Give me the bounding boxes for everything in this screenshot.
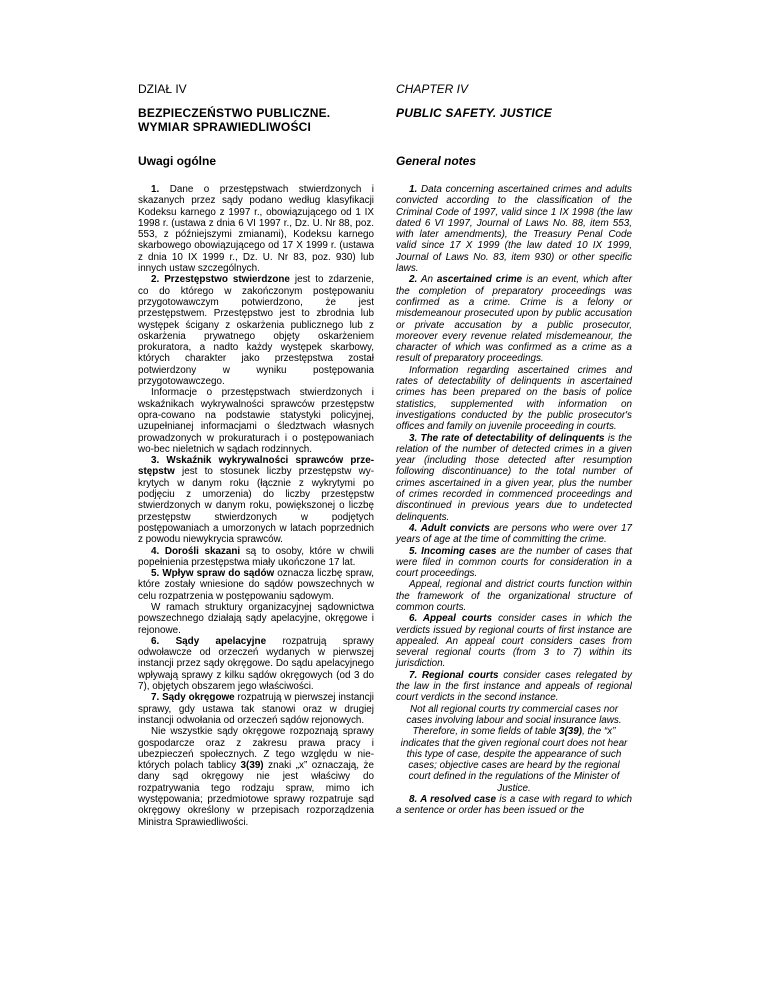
note-term: 5. Incoming cases: [409, 545, 497, 557]
note-number: 1.: [409, 184, 418, 195]
note-term: 2. Przestępstwo stwierdzone: [151, 274, 290, 286]
title-line-1: BEZPIECZEŃSTWO PUBLICZNE.: [138, 106, 331, 120]
note-8: 8. A resolved case is a case with regard to which a sentence or order has been issued or the: [396, 794, 632, 817]
note-5-continued: Appeal, regional and district courts function within the framework of the organizational structure of common courts.: [396, 579, 632, 613]
chapter-title: [138, 106, 374, 154]
note-2: 2. Przestępstwo stwierdzone jest to zdarzenie, co do którego w zakończonym postępowaniu przygotowawczym potwierdzono, że jest przestępstwem. Przestępstwo jest to zbrodnia lub występek ścigany z oskarżenia publicznego lub z oskarżenia prywatnego objęty oskarżeniem prokuratora, a nadto każdy występek skarbowy, których charakter jako przestępstwa został potwierdzony w wyniku postępowania przygotowawczego.: [138, 274, 374, 388]
chapter-label: CHAPTER IV: [396, 82, 469, 96]
note-4: 4. Adult convicts are persons who were over 17 years of age at the time of committing the crime.: [396, 522, 632, 546]
note-2: 2. An ascertained crime is an event, which after the completion of preparatory proceedings was confirmed as a crime. Crime is a felony or misdemeanour prosecuted upon by public accusation or private accusation by a public prosecutor, moreover every revenue related misdemeanour, the character of which was confirmed as a crime as a result of preparatory proceedings.: [396, 274, 632, 365]
english-column: [396, 82, 632, 817]
chapter-title: PUBLIC SAFETY. JUSTICE: [396, 106, 552, 120]
note-2-continued: Informacje o przestępstwach stwierdzonych i wskaźnikach wykrywalności sprawców przestępstw opra-cowano na podstawie statystyki policyjnej, uzupełnianej informacjami o śledztwach własnych prowadzonych w prokuraturach i o postępowaniach wo-bec nieletnich w sądach rodzinnych.: [138, 387, 374, 455]
note-1: 1. Data concerning ascertained crimes and adults convicted according to the classification of the Criminal Code of 1997, valid since 1 IX 1998 (the law dated 6 VI 1997, Journal of Laws No. 88, item 553, with later amendments), the Treasury Penal Code valid since 17 X 1999 (the law dated 10 IX 1999, Journal of Laws No. 83, item 930) or other specific laws.: [396, 184, 632, 275]
note-3: 3. The rate of detectability of delinquents is the relation of the number of detected crimes in a given year (including those detected after resumption following discontinuance) to the total number of crimes ascertained in a given year, plus the number of crimes recorded in commenced proceedings and discontinued in previous years due to undetected delinquents.: [396, 432, 632, 523]
note-number: 2.: [409, 274, 418, 286]
note-5: 5. Wpływ spraw do sądów oznacza liczbę spraw, które zostały wniesione do sądów powszechnych w celu rozpatrzenia w postępowaniu sądowym.: [138, 568, 374, 602]
note-7-continued: Not all regional courts try commercial cases nor cases involving labour and social insurance laws. Therefore, in some fields of table 3(39), the “x” indicates that the given regional court does not hear this type of case, despite the appearance of such cases; objective cases are heard by the regional court defined in the regulations of the Minister of Justice.: [400, 703, 628, 794]
note-2-continued: Information regarding ascertained crimes and rates of detectability of delinquents in ascertained crimes has been prepared on the basis of police statistics, supplemented with information on investigations conducted by the public prosecutor's offices and family on juvenile proceeding in courts.: [396, 364, 632, 433]
note-term: 3. The rate of detectability of delinquents: [409, 432, 605, 444]
polish-column: [138, 82, 374, 828]
table-ref: 3(39): [240, 760, 264, 772]
note-6: 6. Appeal courts consider cases in which the verdicts issued by regional courts of first instance are appealed. An appeal court considers cases from several regional courts (from 3 to 7) within its jurisdiction.: [396, 613, 632, 670]
note-5-continued: W ramach struktury organizacyjnej sądownictwa powszechnego działają sądy apelacyjne, okręgowe i rejonowe.: [138, 601, 374, 636]
notes-body: [138, 184, 374, 828]
note-1: 1. Dane o przestępstwach stwierdzonych i skazanych przez sądy podano według klasyfikacji Kodeksu karnego z 1997 r., obowiązującego od 1 IX 1998 r. (ustawa z dnia 6 VI 1997 r., Dz. U. Nr 88, poz. 553, z późniejszymi zmianami), Kodeksu karnego skarbowego obowiązującego od 17 X 1999 r. (ustawa z dnia 10 IX 1999 r., Dz. U. Nr 83, poz. 930) lub innych ustaw szczególnych.: [138, 184, 374, 275]
note-term: 5. Wpływ spraw do sądów: [151, 568, 275, 580]
note-term: 8. A resolved case: [409, 794, 497, 806]
note-7: 7. Sądy okręgowe rozpatrują w pierwszej instancji sprawy, gdy ustawa tak stanowi oraz w drugiej instancji odwołania od orzeczeń sądów rejonowych.: [138, 692, 375, 726]
note-term: 3. Wskaźnik wykrywalności sprawców prze-stępstw: [138, 455, 374, 478]
note-7: 7. Regional courts consider cases relegated by the law in the first instance and appeals of regional court verdicts in the second instance.: [396, 669, 632, 704]
title-line-2: WYMIAR SPRAWIEDLIWOŚCI: [138, 120, 312, 134]
note-number: 1.: [151, 184, 160, 195]
note-4: 4. Dorośli skazani są to osoby, które w chwili popełnienia przestępstwa miały ukończone 17 lat.: [138, 545, 374, 568]
note-term: 7. Regional courts: [409, 669, 499, 681]
note-term: 4. Dorośli skazani: [151, 545, 241, 557]
table-ref: 3(39): [559, 726, 583, 738]
note-5: 5. Incoming cases are the number of cases that were filed in common courts for consideration in a court proceedings.: [396, 545, 633, 580]
note-term: 7. Sądy okręgowe: [151, 692, 235, 704]
note-6: 6. Sądy apelacyjne rozpatrują sprawy odwoławcze od orzeczeń wydanych w pierwszej instancji przez sądy okręgowe. Do sądu apelacyjnego wpływają sprawy z kilku sądów okręgowych (od 3 do 7), objętych obszarem jego właściwości.: [138, 635, 374, 693]
note-term: 6. Sądy apelacyjne: [151, 635, 267, 647]
note-3: 3. Wskaźnik wykrywalności sprawców prze-stępstw jest to stosunek liczby przestępstw wy-krytych w danym roku (łącznie z wykrytymi po podjęciu z umorzenia) do liczby przestępstw stwierdzonych w danym roku, powiększonej o liczbę przestępstw stwierdzonych w podjętych postępowaniach a umorzonych w latach poprzednich z powodu niewykrycia sprawców.: [138, 455, 374, 546]
note-term: 4. Adult convicts: [409, 522, 490, 534]
section-heading: General notes: [396, 154, 477, 168]
notes-body: [396, 184, 632, 817]
note-7-continued: Nie wszystkie sądy okręgowe rozpoznają sprawy gospodarcze oraz z zakresu prawa pracy i ubezpieczeń społecznych. Z tego względu w nie-których polach tablicy 3(39) znaki „x” oznaczają, że dany sąd okręgowy nie jest właściwy do rozpatrywania tego rodzaju spraw, mimo ich występowania; przedmiotowe sprawy rozpatruje sąd okręgowy określony w przepisach rozporządzenia Ministra Sprawiedliwości.: [138, 726, 374, 828]
note-term: 6. Appeal courts: [409, 613, 493, 625]
chapter-label: DZIAŁ IV: [138, 82, 187, 96]
note-term: ascertained crime: [436, 274, 523, 286]
section-heading: Uwagi ogólne: [138, 154, 216, 168]
